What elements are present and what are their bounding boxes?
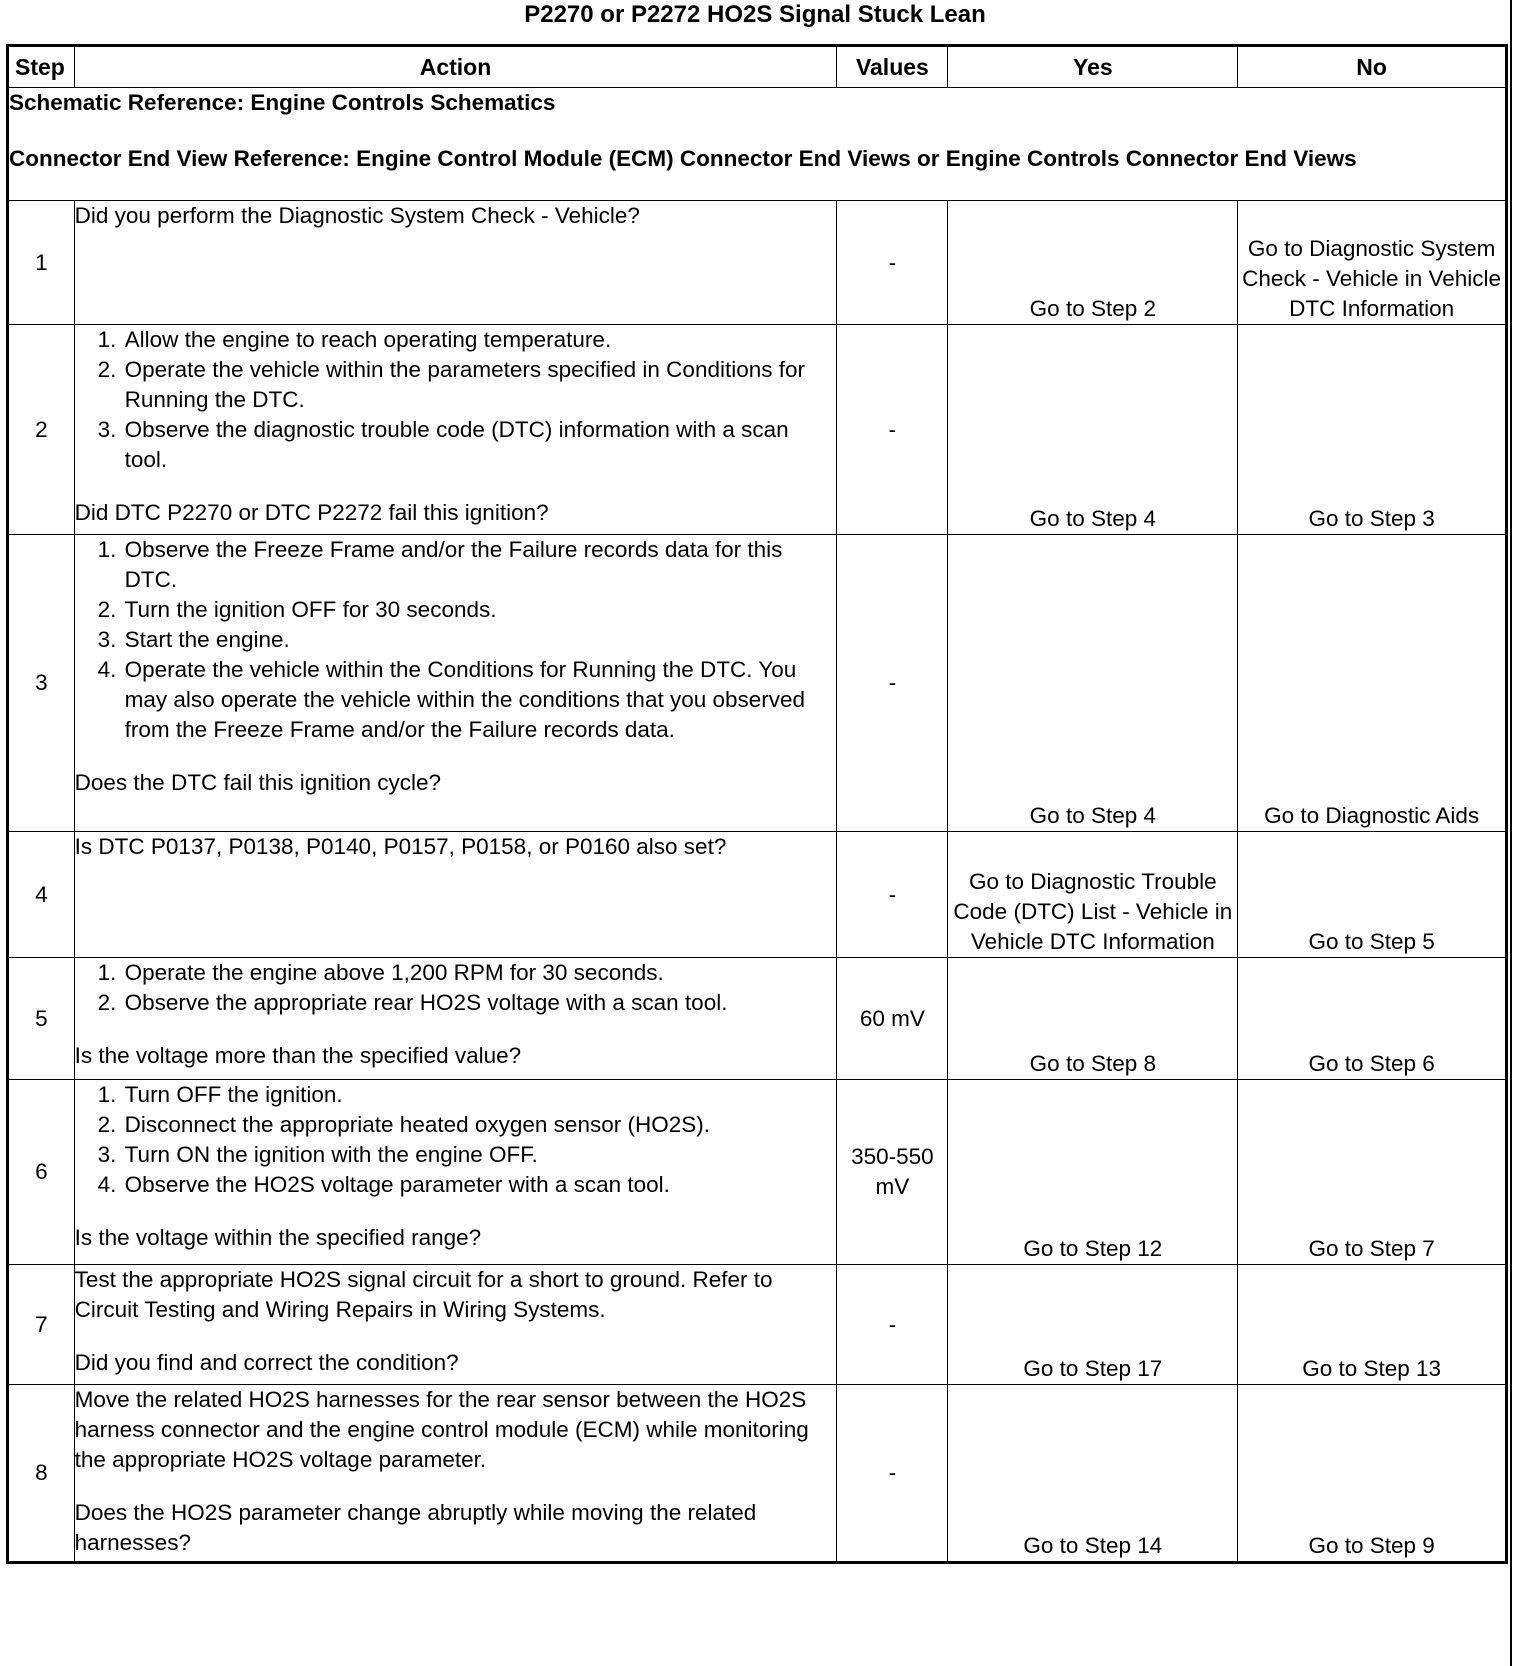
step-number: 5	[8, 958, 75, 1080]
yes-result: Go to Step 17	[948, 1265, 1238, 1385]
action-cell	[74, 1385, 837, 1563]
action-cell	[74, 325, 837, 535]
yes-result: Go to Step 4	[948, 325, 1238, 535]
reference-cell	[8, 88, 1507, 201]
action-step-item: 2. Operate the vehicle within the parameters specified in Conditions for Running the DTC.	[123, 355, 837, 415]
yes-result: Go to Step 2	[948, 201, 1238, 325]
action-step-item: 2. Disconnect the appropriate heated oxygen sensor (HO2S).	[123, 1110, 837, 1140]
step-question: Did you find and correct the condition?	[74, 1350, 459, 1375]
step-question: Is DTC P0137, P0138, P0140, P0157, P0158, or P0160 also set?	[74, 834, 727, 859]
step-value: -	[837, 1265, 948, 1385]
diagnostic-table	[6, 44, 1508, 1564]
yes-result: Go to Step 4	[948, 535, 1238, 832]
header-values: Values	[837, 46, 948, 88]
step-question: Does the DTC fail this ignition cycle?	[74, 770, 442, 795]
step-number: 8	[8, 1385, 75, 1563]
schematic-reference: Schematic Reference: Engine Controls Schematics	[9, 90, 556, 115]
action-step-item: 3. Start the engine.	[123, 625, 837, 655]
no-result: Go to Step 9	[1238, 1385, 1507, 1563]
action-steps	[75, 958, 837, 1018]
action-step-item: 3. Turn ON the ignition with the engine OFF.	[123, 1140, 837, 1170]
action-step-item: 2. Observe the appropriate rear HO2S voltage with a scan tool.	[123, 988, 837, 1018]
step-number: 1	[8, 201, 75, 325]
page-title: P2270 or P2272 HO2S Signal Stuck Lean	[524, 1, 986, 28]
step-number: 6	[8, 1080, 75, 1265]
action-step-item: 1. Operate the engine above 1,200 RPM for 30 seconds.	[123, 958, 837, 988]
step-value: -	[837, 201, 948, 325]
no-result: Go to Diagnostic Aids	[1238, 535, 1507, 832]
step-value: -	[837, 325, 948, 535]
action-step-item: 1. Observe the Freeze Frame and/or the Failure records data for this DTC.	[123, 535, 837, 595]
step-value: -	[837, 832, 948, 958]
step-number: 7	[8, 1265, 75, 1385]
action-text: Test the appropriate HO2S signal circuit for a short to ground. Refer to Circuit Testing and Wiring Repairs in Wiring Systems.	[74, 1267, 773, 1322]
no-result: Go to Step 5	[1238, 832, 1507, 958]
step-question: Is the voltage more than the specified value?	[74, 1043, 522, 1068]
action-cell	[74, 201, 837, 325]
page-right-rule	[1510, 0, 1512, 1666]
action-step-item: 4. Operate the vehicle within the Conditions for Running the DTC. You may also operate the vehicle within the conditions that you observed from the Freeze Frame and/or the Failure records data.	[123, 655, 837, 745]
reference-row	[8, 88, 1507, 201]
header-yes: Yes	[948, 46, 1238, 88]
step-number: 2	[8, 325, 75, 535]
table-row	[8, 1080, 1507, 1265]
connector-reference: Connector End View Reference: Engine Control Module (ECM) Connector End Views or Engine Controls Connector End Views	[9, 146, 1357, 171]
no-result: Go to Diagnostic System Check - Vehicle in Vehicle DTC Information	[1238, 201, 1507, 325]
action-steps	[75, 1080, 837, 1200]
header-step: Step	[8, 46, 75, 88]
table-row	[8, 1385, 1507, 1563]
action-step-item: 4. Observe the HO2S voltage parameter with a scan tool.	[123, 1170, 837, 1200]
action-step-item: 1. Turn OFF the ignition.	[123, 1080, 837, 1110]
yes-result: Go to Step 12	[948, 1080, 1238, 1265]
yes-result: Go to Step 8	[948, 958, 1238, 1080]
action-cell	[74, 1265, 837, 1385]
table-row	[8, 832, 1507, 958]
yes-result: Go to Diagnostic Trouble Code (DTC) List - Vehicle in Vehicle DTC Information	[948, 832, 1238, 958]
table-row	[8, 201, 1507, 325]
no-result: Go to Step 3	[1238, 325, 1507, 535]
no-result: Go to Step 7	[1238, 1080, 1507, 1265]
action-step-item: 1. Allow the engine to reach operating temperature.	[123, 325, 837, 355]
no-result: Go to Step 6	[1238, 958, 1507, 1080]
step-value: 350-550 mV	[837, 1080, 948, 1265]
action-cell	[74, 958, 837, 1080]
action-step-item: 2. Turn the ignition OFF for 30 seconds.	[123, 595, 837, 625]
step-question: Did you perform the Diagnostic System Check - Vehicle?	[74, 203, 640, 228]
step-question: Did DTC P2270 or DTC P2272 fail this ignition?	[74, 500, 549, 525]
action-steps	[75, 325, 837, 475]
table-row	[8, 325, 1507, 535]
yes-result: Go to Step 14	[948, 1385, 1238, 1563]
action-cell	[74, 832, 837, 958]
step-question: Does the HO2S parameter change abruptly while moving the related harnesses?	[74, 1500, 757, 1555]
action-text: Move the related HO2S harnesses for the rear sensor between the HO2S harness connector and the engine control module (ECM) while monitoring the appropriate HO2S voltage parameter.	[74, 1387, 809, 1472]
action-step-item: 3. Observe the diagnostic trouble code (DTC) information with a scan tool.	[123, 415, 837, 475]
table-row	[8, 535, 1507, 832]
step-value: -	[837, 1385, 948, 1563]
step-value: -	[837, 535, 948, 832]
action-steps	[75, 535, 837, 745]
no-result: Go to Step 13	[1238, 1265, 1507, 1385]
action-cell	[74, 535, 837, 832]
table-row	[8, 1265, 1507, 1385]
header-action: Action	[74, 46, 837, 88]
table-row	[8, 958, 1507, 1080]
header-row	[8, 46, 1507, 88]
step-value: 60 mV	[837, 958, 948, 1080]
action-cell	[74, 1080, 837, 1265]
step-question: Is the voltage within the specified range?	[74, 1225, 482, 1250]
header-no: No	[1238, 46, 1507, 88]
step-number: 4	[8, 832, 75, 958]
step-number: 3	[8, 535, 75, 832]
